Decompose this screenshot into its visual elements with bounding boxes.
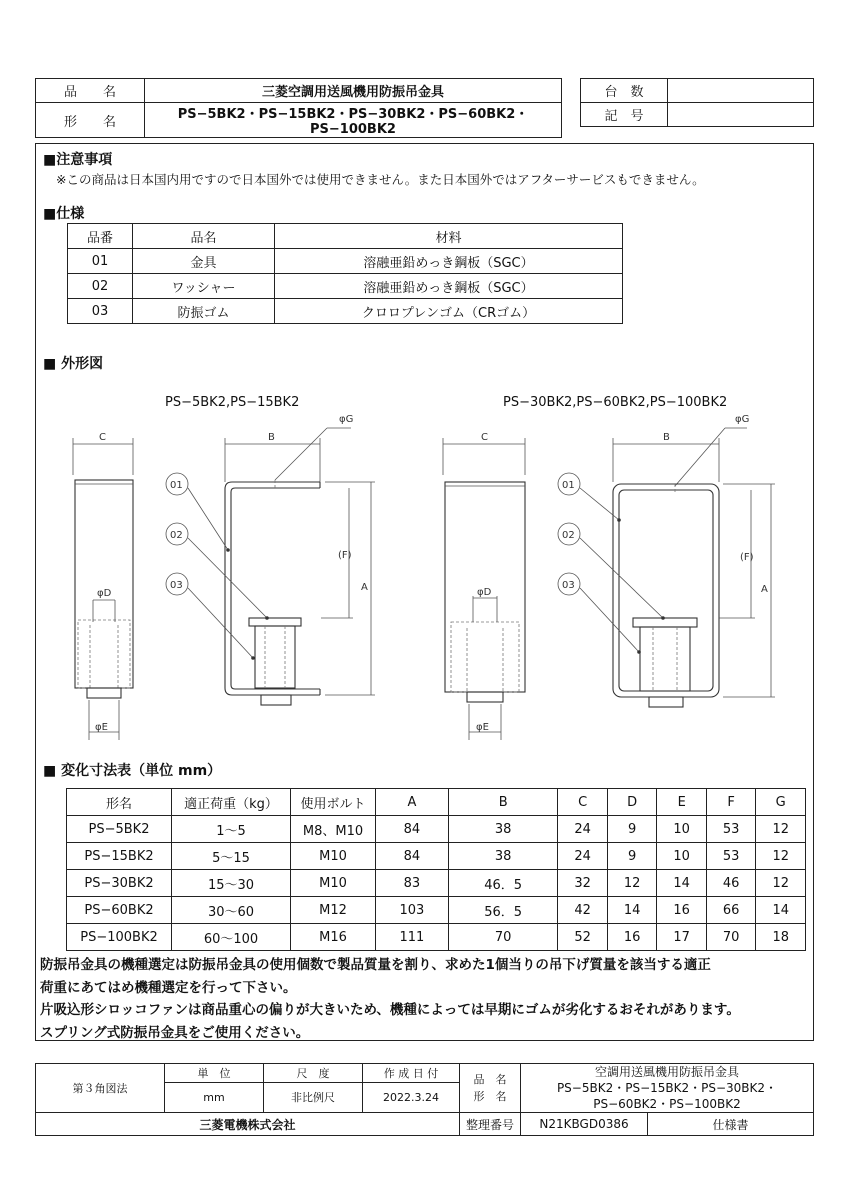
note-line: 防振吊金具の機種選定は防振吊金具の使用個数で製品質量を割り、求めた1個当りの吊下げ質量を該当する適正 xyxy=(40,957,711,973)
callout-03-right: 03 xyxy=(562,580,575,591)
footer-name-label: 品 名 xyxy=(473,1073,507,1086)
spec-row xyxy=(68,274,623,299)
spec-header: 品名 xyxy=(133,224,275,249)
dims-cell: 9 xyxy=(607,816,657,843)
dim-d-label: φD xyxy=(97,588,112,599)
dims-table xyxy=(66,788,806,951)
dims-cell: 5〜15 xyxy=(172,843,291,870)
dims-cell: 16 xyxy=(607,924,657,951)
spec-cell: ワッシャー xyxy=(133,274,275,299)
dim-g-label: φG xyxy=(339,414,354,425)
dims-cell: 17 xyxy=(657,924,707,951)
dims-cell: 111 xyxy=(376,924,449,951)
dims-cell: 10 xyxy=(657,816,707,843)
product-name-label: 品 名 xyxy=(36,79,145,103)
callout-03: 03 xyxy=(170,580,183,591)
model-names: PS−5BK2・PS−15BK2・PS−30BK2・PS−60BK2・PS−100BK2 xyxy=(145,103,562,138)
caution-text: ※この商品は日本国内用ですので日本国外では使用できません。また日本国外ではアフターサービスもできません。 xyxy=(56,172,705,187)
spec-cell: 溶融亜鉛めっき鋼板（SGC） xyxy=(275,249,623,274)
record-label: 記 号 xyxy=(581,103,668,127)
dims-cell: PS−5BK2 xyxy=(67,816,172,843)
date-value: 2022.3.24 xyxy=(363,1082,460,1112)
spec-title: ■仕様 xyxy=(43,206,85,222)
quantity-label: 台 数 xyxy=(581,79,668,103)
dims-cell: 18 xyxy=(756,924,806,951)
dims-cell: 42 xyxy=(558,897,608,924)
spec-table xyxy=(67,223,623,324)
callout-02-right: 02 xyxy=(562,530,575,541)
dims-cell: 46 xyxy=(706,870,756,897)
caution-title: ■注意事項 xyxy=(43,152,113,168)
dims-header: A xyxy=(376,789,449,816)
dims-cell: 15〜30 xyxy=(172,870,291,897)
callout-01: 01 xyxy=(170,480,183,491)
dims-cell: 84 xyxy=(376,816,449,843)
dim-c-label: C xyxy=(99,432,106,443)
header-right-table xyxy=(580,78,814,127)
spec-cell: 02 xyxy=(68,274,133,299)
header-table xyxy=(35,78,562,138)
dims-cell: 12 xyxy=(756,870,806,897)
dims-header: B xyxy=(448,789,558,816)
dims-cell: 1〜5 xyxy=(172,816,291,843)
spec-cell: 01 xyxy=(68,249,133,274)
dims-header: E xyxy=(657,789,707,816)
spec-cell: クロロプレンゴム（CRゴム） xyxy=(275,299,623,324)
dim-b-label: B xyxy=(268,432,275,443)
dim-f-label: (F) xyxy=(338,550,352,561)
dims-cell: 66 xyxy=(706,897,756,924)
name-model-labels xyxy=(460,1064,521,1113)
footer-product-name: 空調用送風機用防振吊金具 xyxy=(594,1065,739,1079)
right-side-view xyxy=(443,432,525,740)
dim-d-label-right: φD xyxy=(477,587,492,598)
dims-cell: 60〜100 xyxy=(172,924,291,951)
projection-method: 第３角図法 xyxy=(36,1064,165,1113)
company-name: 三菱電機株式会社 xyxy=(36,1113,460,1136)
note-line: 片吸込形シロッコファンは商品重心の偏りが大きいため、機種によっては早期にゴムが劣化するおそれがあります。 xyxy=(40,1002,740,1018)
callout-01-right: 01 xyxy=(562,480,575,491)
left-front-view xyxy=(166,414,375,705)
dims-header: D xyxy=(607,789,657,816)
spec-cell: 03 xyxy=(68,299,133,324)
dims-cell: 10 xyxy=(657,843,707,870)
dims-cell: 30〜60 xyxy=(172,897,291,924)
dims-row xyxy=(67,843,806,870)
footer-model-line2: PS−60BK2・PS−100BK2 xyxy=(593,1097,741,1111)
model-label: 形 名 xyxy=(36,103,145,138)
dims-header: 使用ボルト xyxy=(291,789,376,816)
date-label: 作 成 日 付 xyxy=(363,1064,460,1083)
dims-cell: 9 xyxy=(607,843,657,870)
dims-header: C xyxy=(558,789,608,816)
dims-cell: PS−60BK2 xyxy=(67,897,172,924)
dims-cell: M12 xyxy=(291,897,376,924)
dims-cell: 24 xyxy=(558,816,608,843)
spec-row xyxy=(68,299,623,324)
dims-cell: M10 xyxy=(291,870,376,897)
dims-header: F xyxy=(706,789,756,816)
doc-type: 仕様書 xyxy=(648,1113,814,1136)
dims-cell: PS−100BK2 xyxy=(67,924,172,951)
note-line: 荷重にあてはめ機種選定を行って下さい。 xyxy=(40,979,297,996)
scale-label: 尺 度 xyxy=(264,1064,363,1083)
dim-g-label-right: φG xyxy=(735,414,750,425)
dims-cell: 38 xyxy=(448,816,558,843)
dims-header: 形名 xyxy=(67,789,172,816)
outline-drawing xyxy=(35,400,814,750)
dims-row xyxy=(67,870,806,897)
selection-notes xyxy=(40,954,810,1044)
dims-cell: M8、M10 xyxy=(291,816,376,843)
scale-value: 非比例尺 xyxy=(264,1082,363,1112)
spec-row xyxy=(68,249,623,274)
dims-cell: 12 xyxy=(756,843,806,870)
dims-header: G xyxy=(756,789,806,816)
unit-value: mm xyxy=(165,1082,264,1112)
spec-cell: 防振ゴム xyxy=(133,299,275,324)
spec-cell: 溶融亜鉛めっき鋼板（SGC） xyxy=(275,274,623,299)
dims-cell: 53 xyxy=(706,843,756,870)
dim-c-label-right: C xyxy=(481,432,488,443)
spec-header: 材料 xyxy=(275,224,623,249)
dims-header-row xyxy=(67,789,806,816)
dim-a-label-right: A xyxy=(761,584,768,595)
spec-header: 品番 xyxy=(68,224,133,249)
dims-cell: 12 xyxy=(607,870,657,897)
dims-cell: 12 xyxy=(756,816,806,843)
left-drawing-caption: PS−5BK2,PS−15BK2 xyxy=(165,395,300,410)
dims-row xyxy=(67,897,806,924)
dims-cell: 56．5 xyxy=(448,897,558,924)
dims-cell: 52 xyxy=(558,924,608,951)
dim-e-label-right: φE xyxy=(476,722,489,733)
dims-row xyxy=(67,816,806,843)
outline-title: ■ 外形図 xyxy=(43,356,104,372)
dim-e-label: φE xyxy=(95,722,108,733)
dims-cell: 103 xyxy=(376,897,449,924)
right-front-view xyxy=(558,414,775,707)
dims-cell: PS−30BK2 xyxy=(67,870,172,897)
quantity-value xyxy=(668,79,814,103)
unit-label: 単 位 xyxy=(165,1064,264,1083)
title-block xyxy=(35,1063,814,1136)
dims-cell: 84 xyxy=(376,843,449,870)
left-side-view xyxy=(73,432,133,740)
footer-product-info xyxy=(521,1064,814,1113)
dims-cell: 14 xyxy=(756,897,806,924)
dims-cell: 16 xyxy=(657,897,707,924)
dims-cell: 14 xyxy=(607,897,657,924)
dims-cell: 24 xyxy=(558,843,608,870)
dim-f-label-right: (F) xyxy=(740,552,754,563)
dims-cell: 53 xyxy=(706,816,756,843)
dims-cell: 14 xyxy=(657,870,707,897)
dims-header: 適正荷重（kg） xyxy=(172,789,291,816)
spec-header-row xyxy=(68,224,623,249)
spec-cell: 金具 xyxy=(133,249,275,274)
dims-row xyxy=(67,924,806,951)
dims-cell: 46．5 xyxy=(448,870,558,897)
dim-a-label: A xyxy=(361,582,368,593)
dims-title: ■ 変化寸法表（単位 mm） xyxy=(43,763,222,779)
dims-cell: M16 xyxy=(291,924,376,951)
note-line: スプリング式防振吊金具をご使用ください。 xyxy=(40,1024,310,1041)
ref-number: N21KBGD0386 xyxy=(521,1113,648,1136)
dims-cell: 32 xyxy=(558,870,608,897)
dims-cell: 83 xyxy=(376,870,449,897)
product-name: 三菱空調用送風機用防振吊金具 xyxy=(145,79,562,103)
ref-label: 整理番号 xyxy=(460,1113,521,1136)
footer-model-line1: PS−5BK2・PS−15BK2・PS−30BK2・ xyxy=(556,1081,778,1095)
dims-cell: 70 xyxy=(706,924,756,951)
callout-02: 02 xyxy=(170,530,183,541)
dim-b-label-right: B xyxy=(663,432,670,443)
dims-cell: M10 xyxy=(291,843,376,870)
footer-model-label: 形 名 xyxy=(473,1090,507,1103)
dims-cell: PS−15BK2 xyxy=(67,843,172,870)
record-value xyxy=(668,103,814,127)
right-drawing-caption: PS−30BK2,PS−60BK2,PS−100BK2 xyxy=(503,395,728,410)
dims-cell: 70 xyxy=(448,924,558,951)
dims-cell: 38 xyxy=(448,843,558,870)
